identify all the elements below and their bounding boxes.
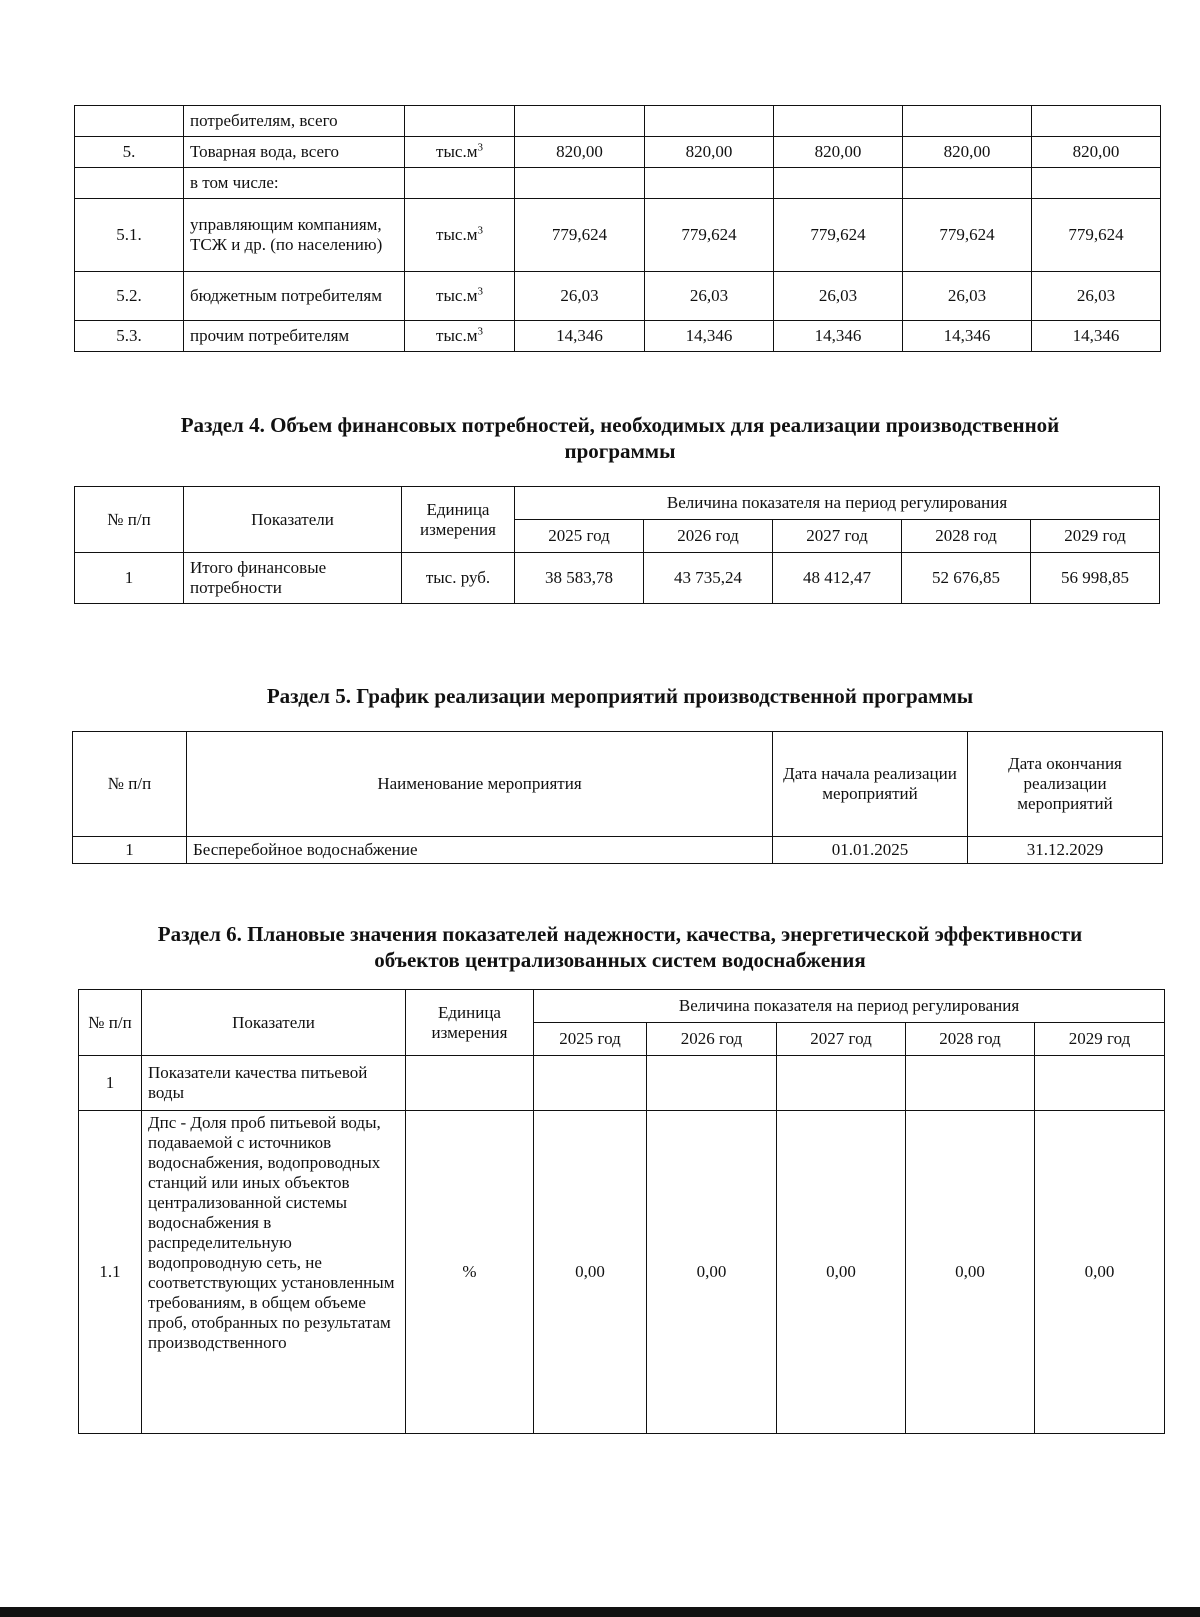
row-value: 820,00 <box>515 137 645 168</box>
row-value: 52 676,85 <box>902 553 1031 604</box>
row-unit <box>405 106 515 137</box>
col-num-header: № п/п <box>75 487 184 553</box>
row-label: Товарная вода, всего <box>184 137 405 168</box>
row-value: 43 735,24 <box>644 553 773 604</box>
row-value: 48 412,47 <box>773 553 902 604</box>
year-header: 2028 год <box>902 520 1031 553</box>
year-header: 2027 год <box>773 520 902 553</box>
year-header: 2028 год <box>906 1023 1035 1056</box>
unit-text: тыс.м <box>436 225 478 244</box>
row-value: 779,624 <box>903 199 1032 272</box>
row-value: 820,00 <box>774 137 903 168</box>
row-value: 779,624 <box>645 199 774 272</box>
row-num: 1 <box>79 1056 142 1111</box>
unit-exponent: 3 <box>477 325 483 338</box>
row-value: 26,03 <box>1032 272 1161 321</box>
row-num <box>75 168 184 199</box>
row-value: 820,00 <box>1032 137 1161 168</box>
section5-title: Раздел 5. График реализации мероприятий производственной программы <box>266 684 974 708</box>
water-volume-table <box>74 105 1161 352</box>
year-header: 2025 год <box>534 1023 647 1056</box>
unit-exponent: 3 <box>477 285 483 298</box>
row-value <box>645 168 774 199</box>
row-value: 14,346 <box>1032 321 1161 352</box>
row-unit: % <box>406 1111 534 1434</box>
row-value <box>903 106 1032 137</box>
row-label: бюджетным потребителям <box>184 272 405 321</box>
row-unit <box>405 272 515 321</box>
row-label: потребителям, всего <box>184 106 405 137</box>
col-indicator-header: Показатели <box>142 990 406 1056</box>
row-label: Показатели качества питьевой воды <box>142 1056 406 1111</box>
row-name: Бесперебойное водоснабжение <box>187 837 773 864</box>
row-value: 820,00 <box>645 137 774 168</box>
year-header: 2026 год <box>647 1023 777 1056</box>
row-value: 779,624 <box>774 199 903 272</box>
schedule-table <box>72 731 1163 864</box>
row-value: 0,00 <box>1035 1111 1165 1434</box>
table-row <box>75 199 1161 272</box>
row-label: Итого финансовые потребности <box>184 553 402 604</box>
row-num: 5.1. <box>75 199 184 272</box>
row-value: 0,00 <box>777 1111 906 1434</box>
row-end-date: 31.12.2029 <box>968 837 1163 864</box>
row-num <box>75 106 184 137</box>
row-value: 56 998,85 <box>1031 553 1160 604</box>
section4-title: Раздел 4. Объем финансовых потребностей, необходимых для реализации производственной программы <box>180 413 1060 463</box>
year-header: 2029 год <box>1031 520 1160 553</box>
col-indicator-header: Показатели <box>184 487 402 553</box>
table-row <box>75 168 1161 199</box>
row-num: 1 <box>73 837 187 864</box>
row-value <box>1032 106 1161 137</box>
row-label: Дпс - Доля проб питьевой воды, подаваемой с источников водоснабжения, водопроводных станций или иных объектов централизованной системы водоснабжения в распределительную водопроводную сеть, не соответствующих установленным требованиям, в общем объеме проб, отобранных по результатам производственного <box>142 1111 406 1434</box>
empty-cell <box>406 1056 534 1111</box>
year-header: 2029 год <box>1035 1023 1165 1056</box>
row-value <box>774 106 903 137</box>
row-num: 1 <box>75 553 184 604</box>
col-unit-header: Единица измерения <box>402 487 515 553</box>
row-label: прочим потребителям <box>184 321 405 352</box>
row-value <box>774 168 903 199</box>
empty-cell <box>1035 1056 1165 1111</box>
row-value: 26,03 <box>645 272 774 321</box>
col-num-header: № п/п <box>73 732 187 837</box>
table-row <box>75 321 1161 352</box>
row-value: 14,346 <box>903 321 1032 352</box>
row-value <box>645 106 774 137</box>
row-value: 820,00 <box>903 137 1032 168</box>
row-num: 1.1 <box>79 1111 142 1434</box>
unit-text: тыс.м <box>436 142 478 161</box>
row-value <box>903 168 1032 199</box>
row-unit <box>405 199 515 272</box>
row-value: 26,03 <box>774 272 903 321</box>
row-value <box>1032 168 1161 199</box>
year-header: 2025 год <box>515 520 644 553</box>
row-unit <box>405 321 515 352</box>
indicators-table <box>78 989 1165 1434</box>
financial-needs-table <box>74 486 1160 604</box>
year-header: 2027 год <box>777 1023 906 1056</box>
row-value <box>515 106 645 137</box>
row-value: 779,624 <box>1032 199 1161 272</box>
unit-text: тыс.м <box>436 286 478 305</box>
row-value: 26,03 <box>903 272 1032 321</box>
empty-cell <box>777 1056 906 1111</box>
col-name-header: Наименование мероприятия <box>187 732 773 837</box>
row-num: 5.2. <box>75 272 184 321</box>
col-num-header: № п/п <box>79 990 142 1056</box>
table-row <box>75 106 1161 137</box>
row-value: 0,00 <box>647 1111 777 1434</box>
table-row <box>75 272 1161 321</box>
row-unit <box>405 137 515 168</box>
year-header: 2026 год <box>644 520 773 553</box>
col-end-header: Дата окончания реализации мероприятий <box>968 732 1163 837</box>
col-period-header: Величина показателя на период регулирования <box>515 487 1160 520</box>
col-start-header: Дата начала реализации мероприятий <box>773 732 968 837</box>
unit-exponent: 3 <box>477 141 483 154</box>
col-period-header: Величина показателя на период регулирования <box>534 990 1165 1023</box>
unit-text: тыс.м <box>436 326 478 345</box>
row-label: управляющим компаниям, ТСЖ и др. (по населению) <box>184 199 405 272</box>
row-value: 14,346 <box>515 321 645 352</box>
row-unit <box>405 168 515 199</box>
row-start-date: 01.01.2025 <box>773 837 968 864</box>
unit-exponent: 3 <box>477 224 483 237</box>
row-value: 38 583,78 <box>515 553 644 604</box>
row-num: 5. <box>75 137 184 168</box>
empty-cell <box>906 1056 1035 1111</box>
row-value: 0,00 <box>534 1111 647 1434</box>
row-unit: тыс. руб. <box>402 553 515 604</box>
row-value: 26,03 <box>515 272 645 321</box>
empty-cell <box>534 1056 647 1111</box>
row-value <box>515 168 645 199</box>
row-label: в том числе: <box>184 168 405 199</box>
section6-title: Раздел 6. Плановые значения показателей надежности, качества, энергетической эффективности объектов централизованных систем водоснабжения <box>157 922 1083 972</box>
row-value: 14,346 <box>645 321 774 352</box>
scan-bottom-edge <box>0 1607 1200 1617</box>
table-row <box>75 137 1161 168</box>
row-num: 5.3. <box>75 321 184 352</box>
col-unit-header: Единица измерения <box>406 990 534 1056</box>
row-value: 779,624 <box>515 199 645 272</box>
row-value: 14,346 <box>774 321 903 352</box>
row-value: 0,00 <box>906 1111 1035 1434</box>
empty-cell <box>647 1056 777 1111</box>
